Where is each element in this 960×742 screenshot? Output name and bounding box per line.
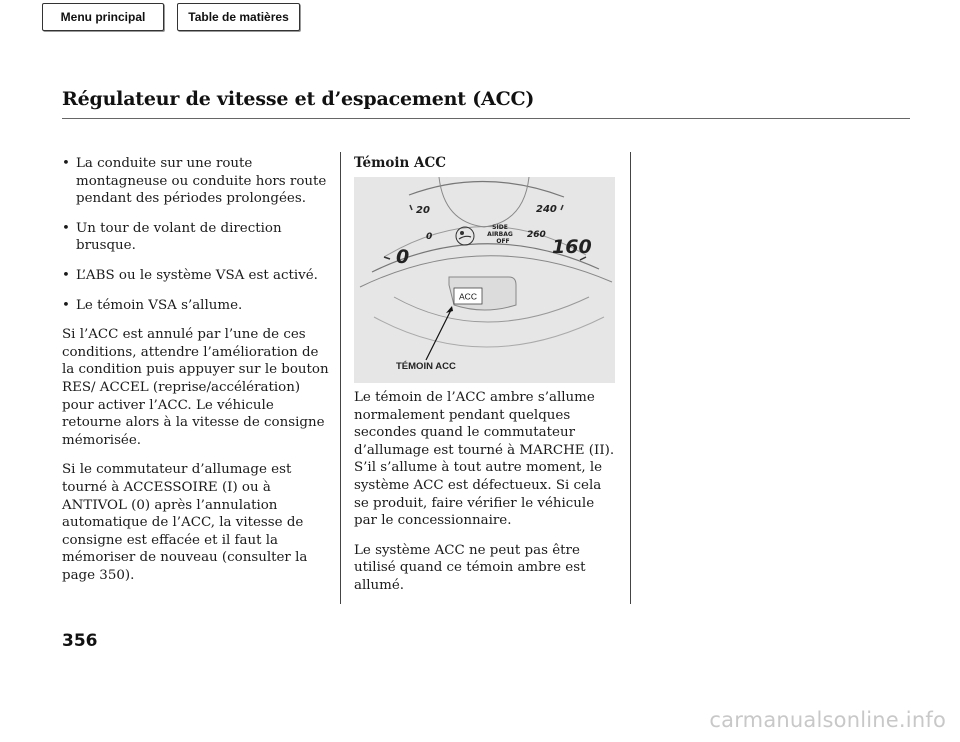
- watermark: carmanualsonline.info: [709, 708, 946, 732]
- callout-label: TÉMOIN ACC: [396, 361, 456, 372]
- acc-indicator-label: ACC: [459, 291, 477, 302]
- airbag-text: SIDE: [492, 224, 508, 231]
- list-item: • Un tour de volant de direction brusque.: [62, 220, 282, 254]
- right-column-body: [354, 389, 620, 607]
- list-item: • L’ABS ou le système VSA est activé.: [62, 267, 318, 283]
- column-divider: [340, 152, 341, 604]
- section-heading: Témoin ACC: [354, 155, 446, 171]
- right-column-heading-area: [354, 155, 620, 177]
- page-number: 356: [62, 631, 98, 651]
- paragraph: Le témoin de l’ACC ambre s’allume normalement pendant quelques secondes quand le commutateur d’allumage est tourné à MARCHE (II). S’il s’allume à tout autre moment, le système ACC est défectueux. Si cela se produit, faire vérifier le véhicule par le concessionnaire.: [354, 390, 615, 529]
- gauge-label: 0: [426, 232, 433, 242]
- gauge-label: 160: [552, 236, 592, 258]
- gauge-label: 0: [396, 246, 410, 268]
- paragraph: Si l’ACC est annulé par l’une de ces conditions, attendre l’amélioration de la condition puis appuyer sur le bouton RES/ ACCEL (reprise/accélération) pour activer l’ACC. Le véhicule retourne alors à la vitesse de consigne mémorisée.: [62, 327, 329, 448]
- list-item: • La conduite sur une route montagneuse ou conduite hors route pendant des périodes prolongées.: [62, 156, 327, 207]
- table-of-contents-button[interactable]: Table de matières: [177, 3, 300, 31]
- left-column: [62, 155, 330, 596]
- column-divider: [630, 152, 631, 604]
- airbag-text: AIRBAG: [487, 231, 513, 238]
- paragraph: Si le commutateur d’allumage est tourné à ACCESSOIRE (I) ou à ANTIVOL (0) après l’annulation automatique de l’ACC, la vitesse de consigne est effacée et il faut la mémoriser de nouveau (consulter la page 350).: [62, 462, 308, 583]
- list-item: • Le témoin VSA s’allume.: [62, 297, 243, 313]
- page-title: Régulateur de vitesse et d’espacement (ACC): [62, 88, 535, 110]
- instrument-cluster-illustration: [354, 177, 615, 383]
- airbag-text: OFF: [496, 238, 510, 245]
- gauge-label: 20: [416, 205, 430, 216]
- title-divider: [62, 118, 910, 119]
- paragraph: Le système ACC ne peut pas être utilisé quand ce témoin ambre est allumé.: [354, 542, 586, 593]
- gauge-label: 260: [527, 230, 546, 240]
- airbag-off-icon: [456, 227, 474, 245]
- main-menu-button[interactable]: Menu principal: [42, 3, 164, 31]
- gauge-label: 240: [536, 204, 557, 215]
- gauge-diagram: [354, 177, 615, 383]
